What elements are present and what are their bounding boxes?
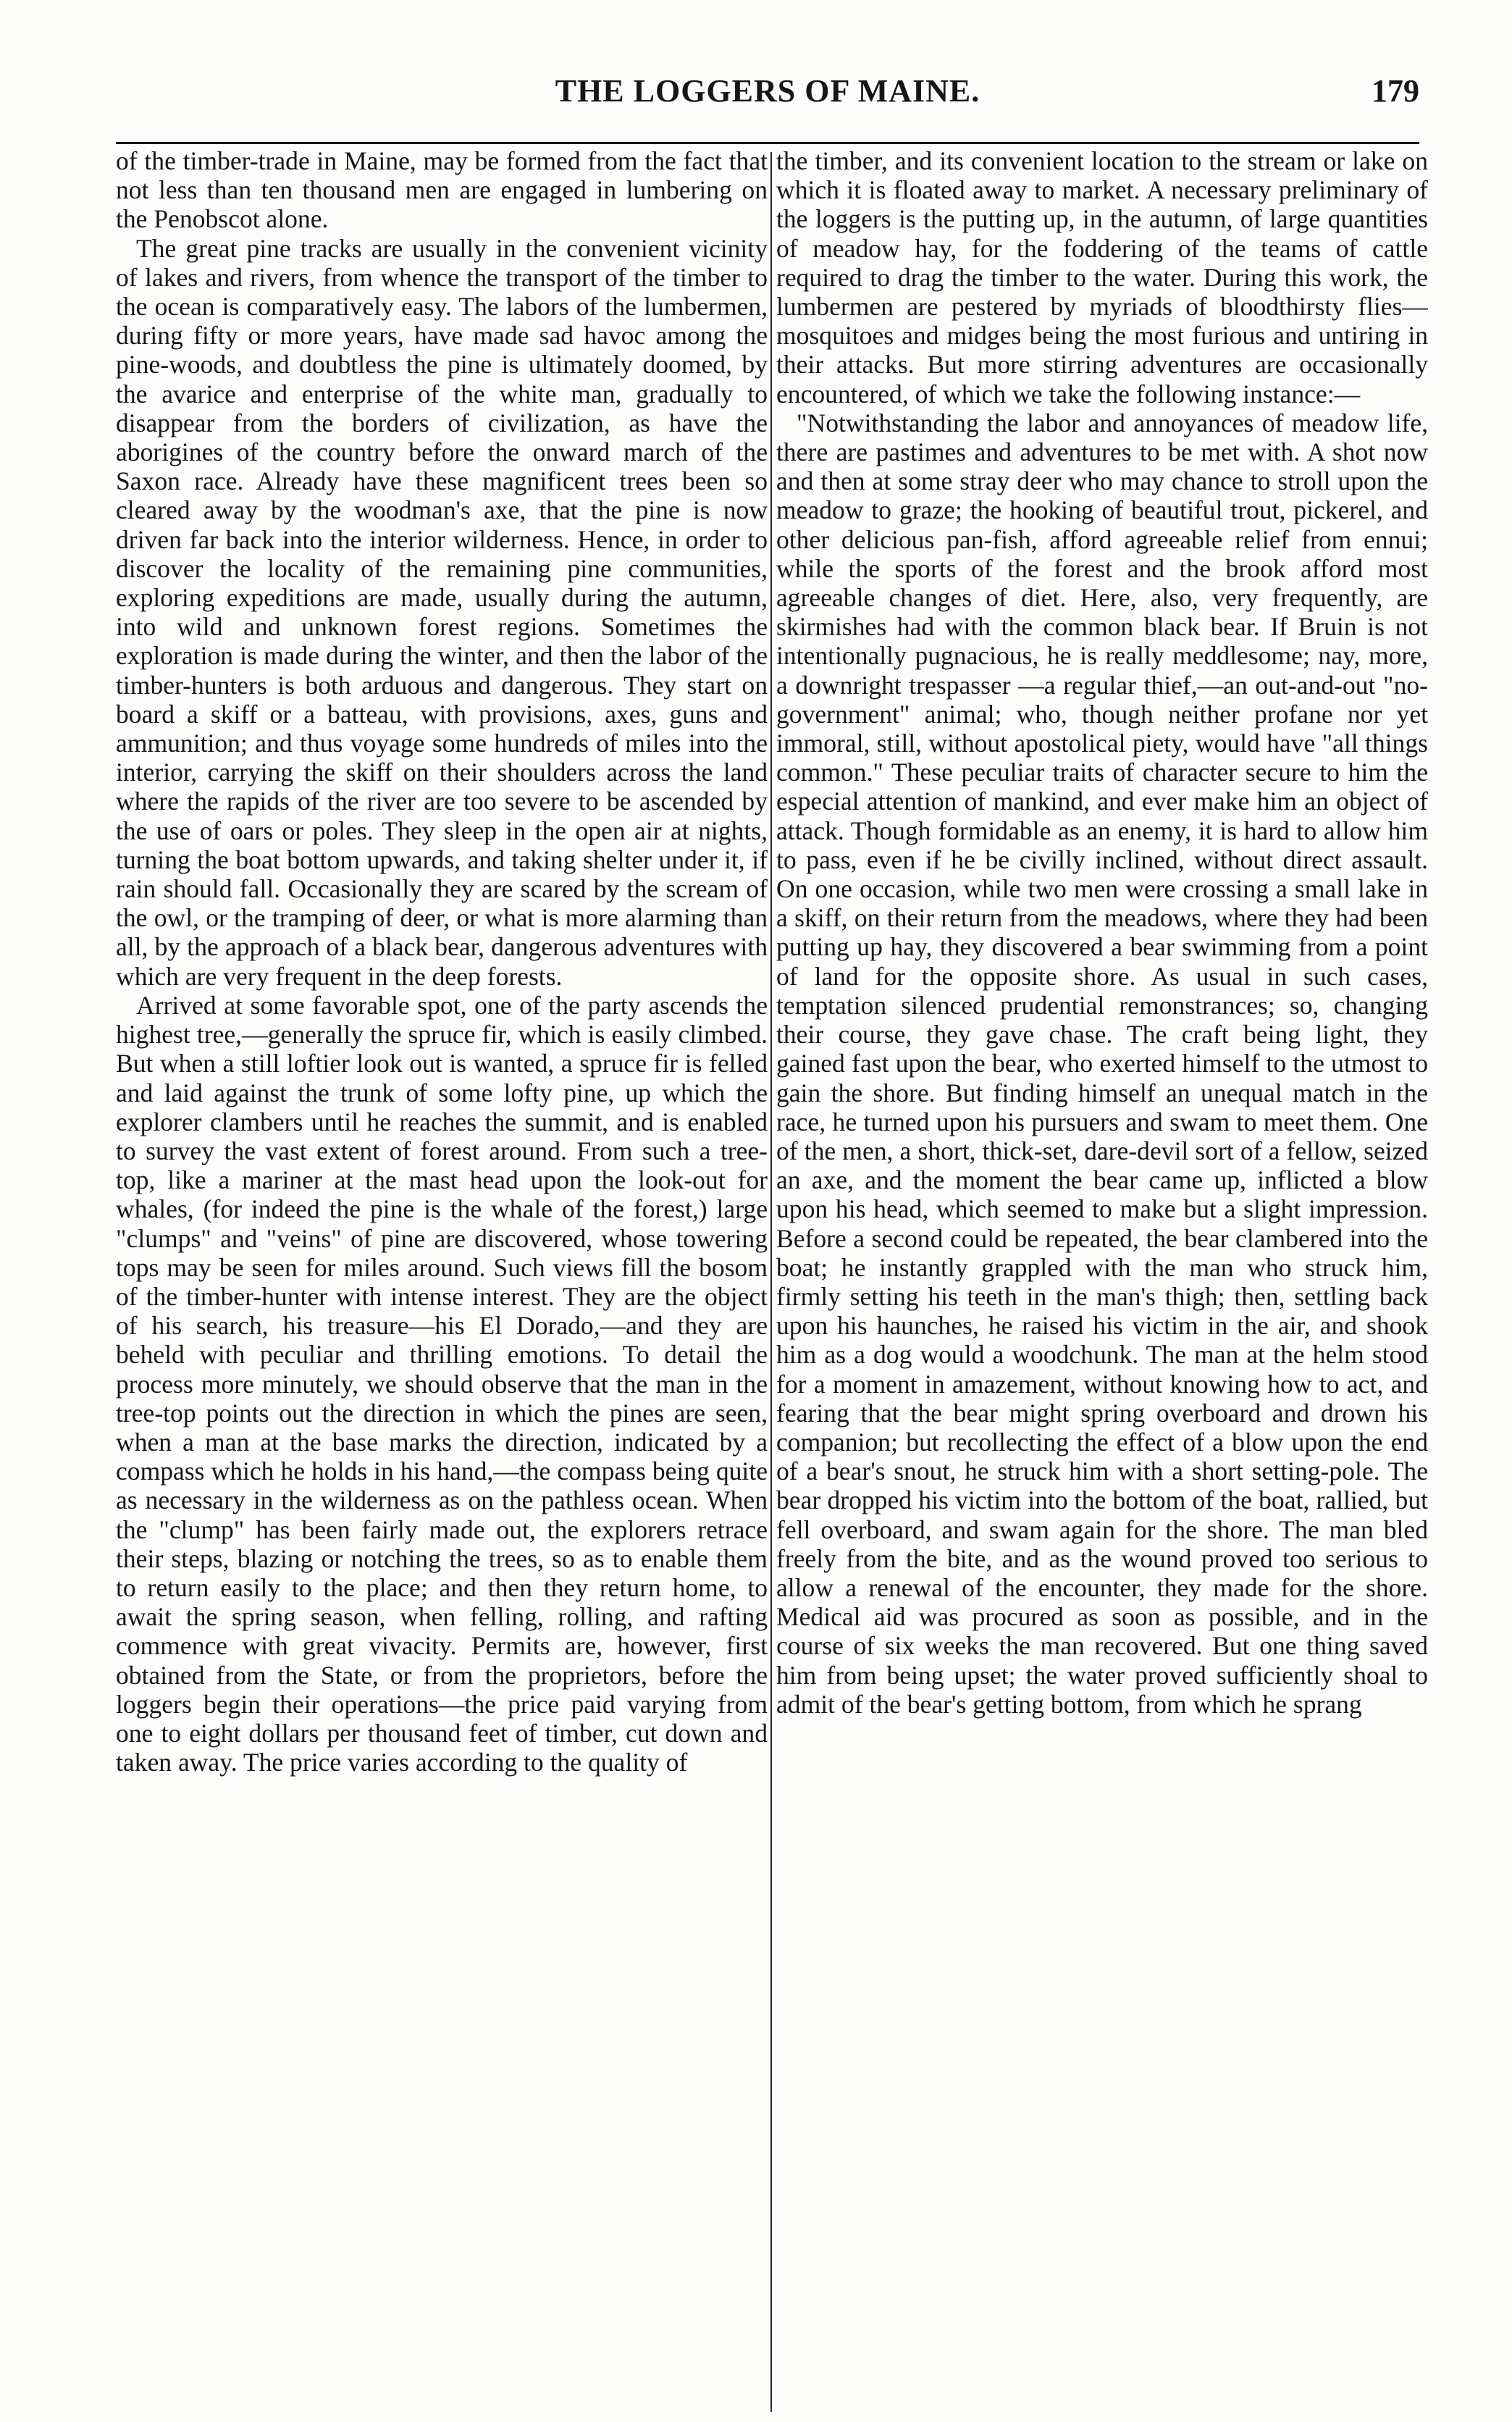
page-number: 179 <box>1372 73 1419 109</box>
running-header <box>116 72 1419 123</box>
paragraph: Arrived at some favorable spot, one of the party ascends the highest tree,—generally the spruce fir, which is easily climbed. But when a still loftier look out is wanted, a spruce fir is felled and laid against the trunk of some lofty pine, up which the explorer clambers until he reaches the summit, and is enabled to survey the vast extent of forest around. From such a tree-top, like a mariner at the mast head upon the look-out for whales, (for indeed the pine is the whale of the forest,) large "clumps" and "veins" of pine are discovered, whose towering tops may be seen for miles around. Such views fill the bosom of the timber-hunter with intense interest. They are the object of his search, his treasure—his El Dorado,—and they are beheld with peculiar and thrilling emotions. To detail the process more minutely, we should observe that the man in the tree-top points out the direction in which the pines are seen, when a man at the base marks the direction, indicated by a compass which he holds in his hand,—the compass being quite as necessary in the wilderness as on the pathless ocean. When the "clump" has been fairly made out, the explorers retrace their steps, blazing or notching the trees, so as to enable them to return easily to the place; and then they return home, to await the spring season, when felling, rolling, and rafting commence with great vivacity. Permits are, however, first obtained from the State, or from the proprietors, before the loggers begin their operations—the price paid varying from one to eight dollars per thousand feet of timber, cut down and taken away. The price varies according to the quality of <box>116 990 768 1777</box>
header-rule <box>116 142 1419 144</box>
paragraph: the timber, and its convenient location to the stream or lake on which it is floated away to market. A necessary preliminary of the loggers is the putting up, in the autumn, of large quantities of meadow hay, for the foddering of the teams of cattle required to drag the timber to the water. During this work, the lumbermen are pestered by myriads of bloodthirsty flies—mosquitoes and midges being the most furious and untiring in their attacks. But more stirring adventures are occasionally encountered, of which we take the following instance:— <box>776 146 1428 408</box>
left-column <box>116 146 768 2392</box>
column-divider <box>770 152 772 2412</box>
paragraph: of the timber-trade in Maine, may be formed from the fact that not less than ten thousand men are engaged in lumbering on the Penobscot alone. <box>116 146 768 234</box>
paragraph: "Notwithstanding the labor and annoyances of meadow life, there are pastimes and adventures to be met with. A shot now and then at some stray deer who may chance to stroll upon the meadow to graze; the hooking of beautiful trout, pickerel, and other delicious pan-fish, afford agreeable relief from ennui; while the sports of the forest and the brook afford most agreeable changes of diet. Here, also, very frequently, are skirmishes had with the common black bear. If Bruin is not intentionally pugnacious, he is really meddlesome; nay, more, a downright trespasser —a regular thief,—an out-and-out "no-government" animal; who, though neither profane nor yet immoral, still, without apostolical piety, would have "all things common." These peculiar traits of character secure to him the especial attention of mankind, and ever make him an object of attack. Though formidable as an enemy, it is hard to allow him to pass, even if he be civilly inclined, without direct assault. On one occasion, while two men were crossing a small lake in a skiff, on their return from the meadows, where they had been putting up hay, they discovered a bear swimming from a point of land for the opposite shore. As usual in such cases, temptation silenced prudential remonstrances; so, changing their course, they gave chase. The craft being light, they gained fast upon the bear, who exerted himself to the utmost to gain the shore. But finding himself an unequal match in the race, he turned upon his pursuers and swam to meet them. One of the men, a short, thick-set, dare-devil sort of a fellow, seized an axe, and the moment the bear came up, inflicted a blow upon his head, which seemed to make but a slight impression. Before a second could be repeated, the bear clambered into the boat; he instantly grappled with the man who struck him, firmly setting his teeth in the man's thigh; then, settling back upon his haunches, he raised his victim in the air, and shook him as a dog would a woodchunk. The man at the helm stood for a moment in amazement, without knowing how to act, and fearing that the bear might spring overboard and drown his companion; but recollecting the effect of a blow upon the end of a bear's snout, he struck him with a short setting-pole. The bear dropped his victim into the bottom of the boat, rallied, but fell overboard, and swam again for the shore. The man bled freely from the bite, and as the wound proved too serious to allow a renewal of the encounter, they made for the shore. Medical aid was procured as soon as possible, and in the course of six weeks the man recovered. But one thing saved him from being upset; the water proved sufficiently shoal to admit of the bear's getting bottom, from which he sprang <box>776 408 1428 1719</box>
right-column <box>776 146 1428 2392</box>
paragraph: The great pine tracks are usually in the convenient vicinity of lakes and rivers, from whence the transport of the timber to the ocean is comparatively easy. The labors of the lumbermen, during fifty or more years, have made sad havoc among the pine-woods, and doubtless the pine is ultimately doomed, by the avarice and enterprise of the white man, gradually to disappear from the borders of civilization, as have the aborigines of the country before the onward march of the Saxon race. Already have these magnificent trees been so cleared away by the woodman's axe, that the pine is now driven far back into the interior wilderness. Hence, in order to discover the locality of the remaining pine communities, exploring expeditions are made, usually during the autumn, into wild and unknown forest regions. Sometimes the exploration is made during the winter, and then the labor of the timber-hunters is both arduous and dangerous. They start on board a skiff or a batteau, with provisions, axes, guns and ammunition; and thus voyage some hundreds of miles into the interior, carrying the skiff on their shoulders across the land where the rapids of the river are too severe to be ascended by the use of oars or poles. They sleep in the open air at nights, turning the boat bottom upwards, and taking shelter under it, if rain should fall. Occasionally they are scared by the scream of the owl, or the tramping of deer, or what is more alarming than all, by the approach of a black bear, dangerous adventures with which are very frequent in the deep forests. <box>116 233 768 991</box>
page-title: THE LOGGERS OF MAINE. <box>555 73 980 109</box>
